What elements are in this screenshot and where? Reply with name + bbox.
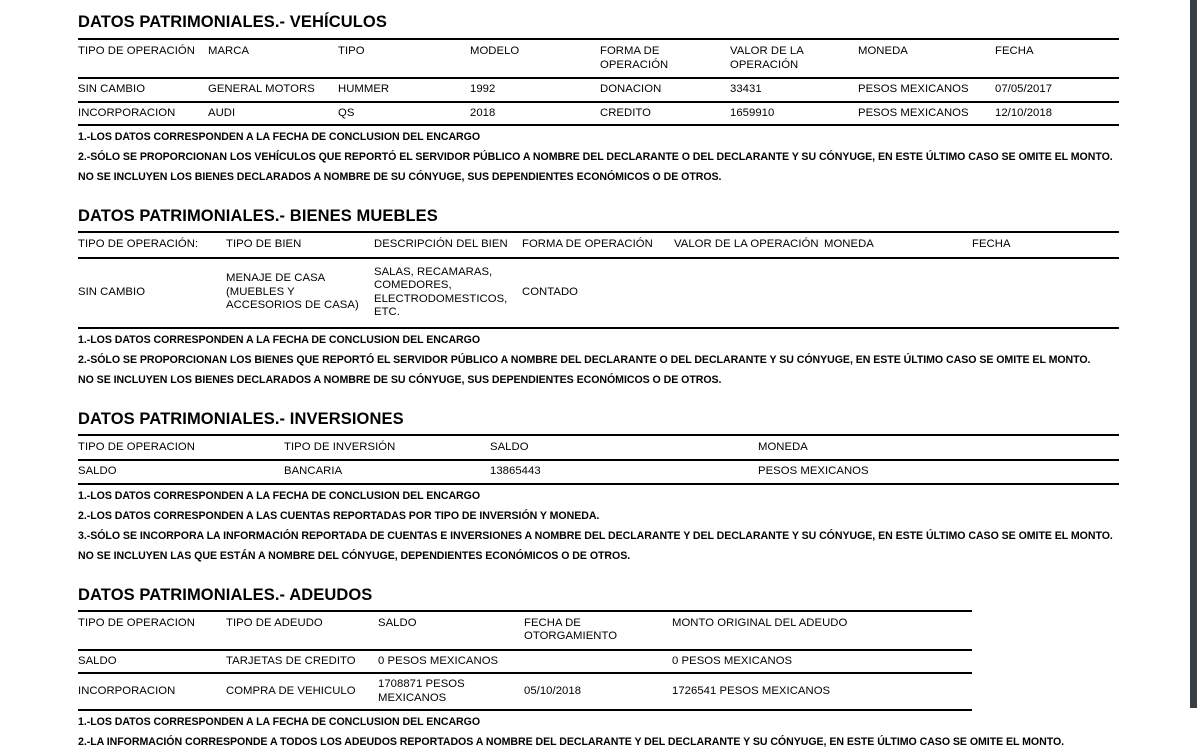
table-cell: SIN CAMBIO xyxy=(78,78,208,102)
table-row xyxy=(78,102,1119,126)
table-row xyxy=(78,78,1119,102)
column-header: FECHA xyxy=(995,39,1119,78)
column-header: FECHA DE OTORGAMIENTO xyxy=(524,611,672,650)
table-cell: 0 PESOS MEXICANOS xyxy=(672,650,972,674)
table-cell: BANCARIA xyxy=(284,460,490,484)
table-note: 2.-LA INFORMACIÓN CORRESPONDE A TODOS LOS ADEUDOS REPORTADOS A NOMBRE DEL DECLARANTE Y DEL DECLARANTE Y SU CÓNYUGE, EN ESTE ÚLTIMO CASO SE OMITE EL MONTO. xyxy=(78,736,1065,748)
section-title-adeudos: DATOS PATRIMONIALES.- ADEUDOS xyxy=(78,585,373,604)
column-header: SALDO xyxy=(490,435,758,461)
table-note: NO SE INCLUYEN LOS BIENES DECLARADOS A NOMBRE DE SU CÓNYUGE, SUS DEPENDIENTES ECONÓMICOS O DE OTROS. xyxy=(78,373,722,386)
table-adeudos xyxy=(78,610,972,712)
table-cell: CONTADO xyxy=(522,258,674,328)
table-cell: INCORPORACION xyxy=(78,102,208,126)
column-header: FECHA xyxy=(972,232,1119,258)
table-cell: 1708871 PESOS MEXICANOS xyxy=(378,673,524,710)
table-note: 1.-LOS DATOS CORRESPONDEN A LA FECHA DE CONCLUSION DEL ENCARGO xyxy=(78,131,481,143)
table-cell: 2018 xyxy=(470,102,600,126)
table-cell xyxy=(524,650,672,674)
column-header: MONEDA xyxy=(758,435,1119,461)
table-cell: PESOS MEXICANOS xyxy=(858,102,995,126)
table-row xyxy=(78,673,972,710)
column-header: MONEDA xyxy=(824,232,972,258)
column-header: MODELO xyxy=(470,39,600,78)
column-header: VALOR DE LA OPERACIÓN xyxy=(674,232,824,258)
section-title-inversiones: DATOS PATRIMONIALES.- INVERSIONES xyxy=(78,409,404,428)
table-cell: 33431 xyxy=(730,78,858,102)
table-row xyxy=(78,258,1119,328)
column-header: TIPO xyxy=(338,39,470,78)
table-cell: MENAJE DE CASA (MUEBLES Y ACCESORIOS DE CASA) xyxy=(226,258,374,328)
table-cell: AUDI xyxy=(208,102,338,126)
table-header-row xyxy=(78,611,972,650)
table-bienes-muebles xyxy=(78,231,1119,329)
table-cell: SALAS, RECAMARAS, COMEDORES, ELECTRODOMESTICOS, ETC. xyxy=(374,258,522,328)
table-cell: 05/10/2018 xyxy=(524,673,672,710)
table-cell: 0 PESOS MEXICANOS xyxy=(378,650,524,674)
table-cell: 1992 xyxy=(470,78,600,102)
section-title-vehiculos: DATOS PATRIMONIALES.- VEHÍCULOS xyxy=(78,13,387,31)
column-header: MONEDA xyxy=(858,39,995,78)
table-cell: SALDO xyxy=(78,650,226,674)
table-header-row xyxy=(78,435,1119,461)
table-cell: TARJETAS DE CREDITO xyxy=(226,650,378,674)
table-note: 2.-SÓLO SE PROPORCIONAN LOS BIENES QUE REPORTÓ EL SERVIDOR PÚBLICO A NOMBRE DEL DECLARANTE O DEL DECLARANTE Y SU CÓNYUGE, EN ESTE ÚLTIMO CASO SE OMITE EL MONTO. xyxy=(78,353,1091,366)
column-header: TIPO DE ADEUDO xyxy=(226,611,378,650)
table-vehiculos xyxy=(78,38,1119,126)
table-cell: 07/05/2017 xyxy=(995,78,1119,102)
table-row xyxy=(78,460,1119,484)
column-header: FORMA DE OPERACIÓN xyxy=(522,232,674,258)
column-header: VALOR DE LA OPERACIÓN xyxy=(730,39,858,78)
table-cell: 1659910 xyxy=(730,102,858,126)
table-cell: COMPRA DE VEHICULO xyxy=(226,673,378,710)
table-note: 3.-SÓLO SE INCORPORA LA INFORMACIÓN REPORTADA DE CUENTAS E INVERSIONES A NOMBRE DEL DECLARANTE Y DEL DECLARANTE Y SU CÓNYUGE, EN ESTE ÚLTIMO CASO SE OMITE EL MONTO. xyxy=(78,529,1113,542)
column-header: DESCRIPCIÓN DEL BIEN xyxy=(374,232,522,258)
table-cell xyxy=(972,258,1119,328)
table-note: 2.-SÓLO SE PROPORCIONAN LOS VEHÍCULOS QUE REPORTÓ EL SERVIDOR PÚBLICO A NOMBRE DEL DECLARANTE O DEL DECLARANTE Y SU CÓNYUGE, EN ESTE ÚLTIMO CASO SE OMITE EL MONTO. xyxy=(78,151,1113,163)
column-header: TIPO DE OPERACIÓN: xyxy=(78,232,226,258)
table-note: 1.-LOS DATOS CORRESPONDEN A LA FECHA DE CONCLUSION DEL ENCARGO xyxy=(78,716,481,728)
table-cell: HUMMER xyxy=(338,78,470,102)
table-note: NO SE INCLUYEN LOS BIENES DECLARADOS A NOMBRE DE SU CÓNYUGE, SUS DEPENDIENTES ECONÓMICOS O DE OTROS. xyxy=(78,171,722,183)
table-cell: 13865443 xyxy=(490,460,758,484)
table-header-row xyxy=(78,232,1119,258)
table-row xyxy=(78,650,972,674)
column-header: TIPO DE BIEN xyxy=(226,232,374,258)
table-cell: CREDITO xyxy=(600,102,730,126)
column-header: FORMA DE OPERACIÓN xyxy=(600,39,730,78)
table-cell: 12/10/2018 xyxy=(995,102,1119,126)
table-cell xyxy=(824,258,972,328)
table-cell: 1726541 PESOS MEXICANOS xyxy=(672,673,972,710)
table-note: 1.-LOS DATOS CORRESPONDEN A LA FECHA DE CONCLUSION DEL ENCARGO xyxy=(78,333,481,346)
table-cell: GENERAL MOTORS xyxy=(208,78,338,102)
table-cell: INCORPORACION xyxy=(78,673,226,710)
section-title-bienes-muebles: DATOS PATRIMONIALES.- BIENES MUEBLES xyxy=(78,207,438,225)
column-header: TIPO DE INVERSIÓN xyxy=(284,435,490,461)
table-cell: PESOS MEXICANOS xyxy=(758,460,1119,484)
column-header: MONTO ORIGINAL DEL ADEUDO xyxy=(672,611,972,650)
table-cell xyxy=(674,258,824,328)
document-content xyxy=(78,0,1123,749)
table-inversiones xyxy=(78,434,1119,485)
table-cell: DONACION xyxy=(600,78,730,102)
table-cell: SIN CAMBIO xyxy=(78,258,226,328)
table-header-row xyxy=(78,39,1119,78)
table-note: NO SE INCLUYEN LAS QUE ESTÁN A NOMBRE DEL CÓNYUGE, DEPENDIENTES ECONÓMICOS O DE OTROS. xyxy=(78,549,631,562)
column-header: MARCA xyxy=(208,39,338,78)
column-header: TIPO DE OPERACIÓN xyxy=(78,39,208,78)
column-header: SALDO xyxy=(378,611,524,650)
window-right-edge xyxy=(1190,0,1197,708)
column-header: TIPO DE OPERACION xyxy=(78,611,226,650)
table-note: 1.-LOS DATOS CORRESPONDEN A LA FECHA DE CONCLUSION DEL ENCARGO xyxy=(78,489,481,502)
table-cell: PESOS MEXICANOS xyxy=(858,78,995,102)
table-cell: QS xyxy=(338,102,470,126)
table-note: 2.-LOS DATOS CORRESPONDEN A LAS CUENTAS REPORTADAS POR TIPO DE INVERSIÓN Y MONEDA. xyxy=(78,509,600,522)
column-header: TIPO DE OPERACION xyxy=(78,435,284,461)
table-cell: SALDO xyxy=(78,460,284,484)
